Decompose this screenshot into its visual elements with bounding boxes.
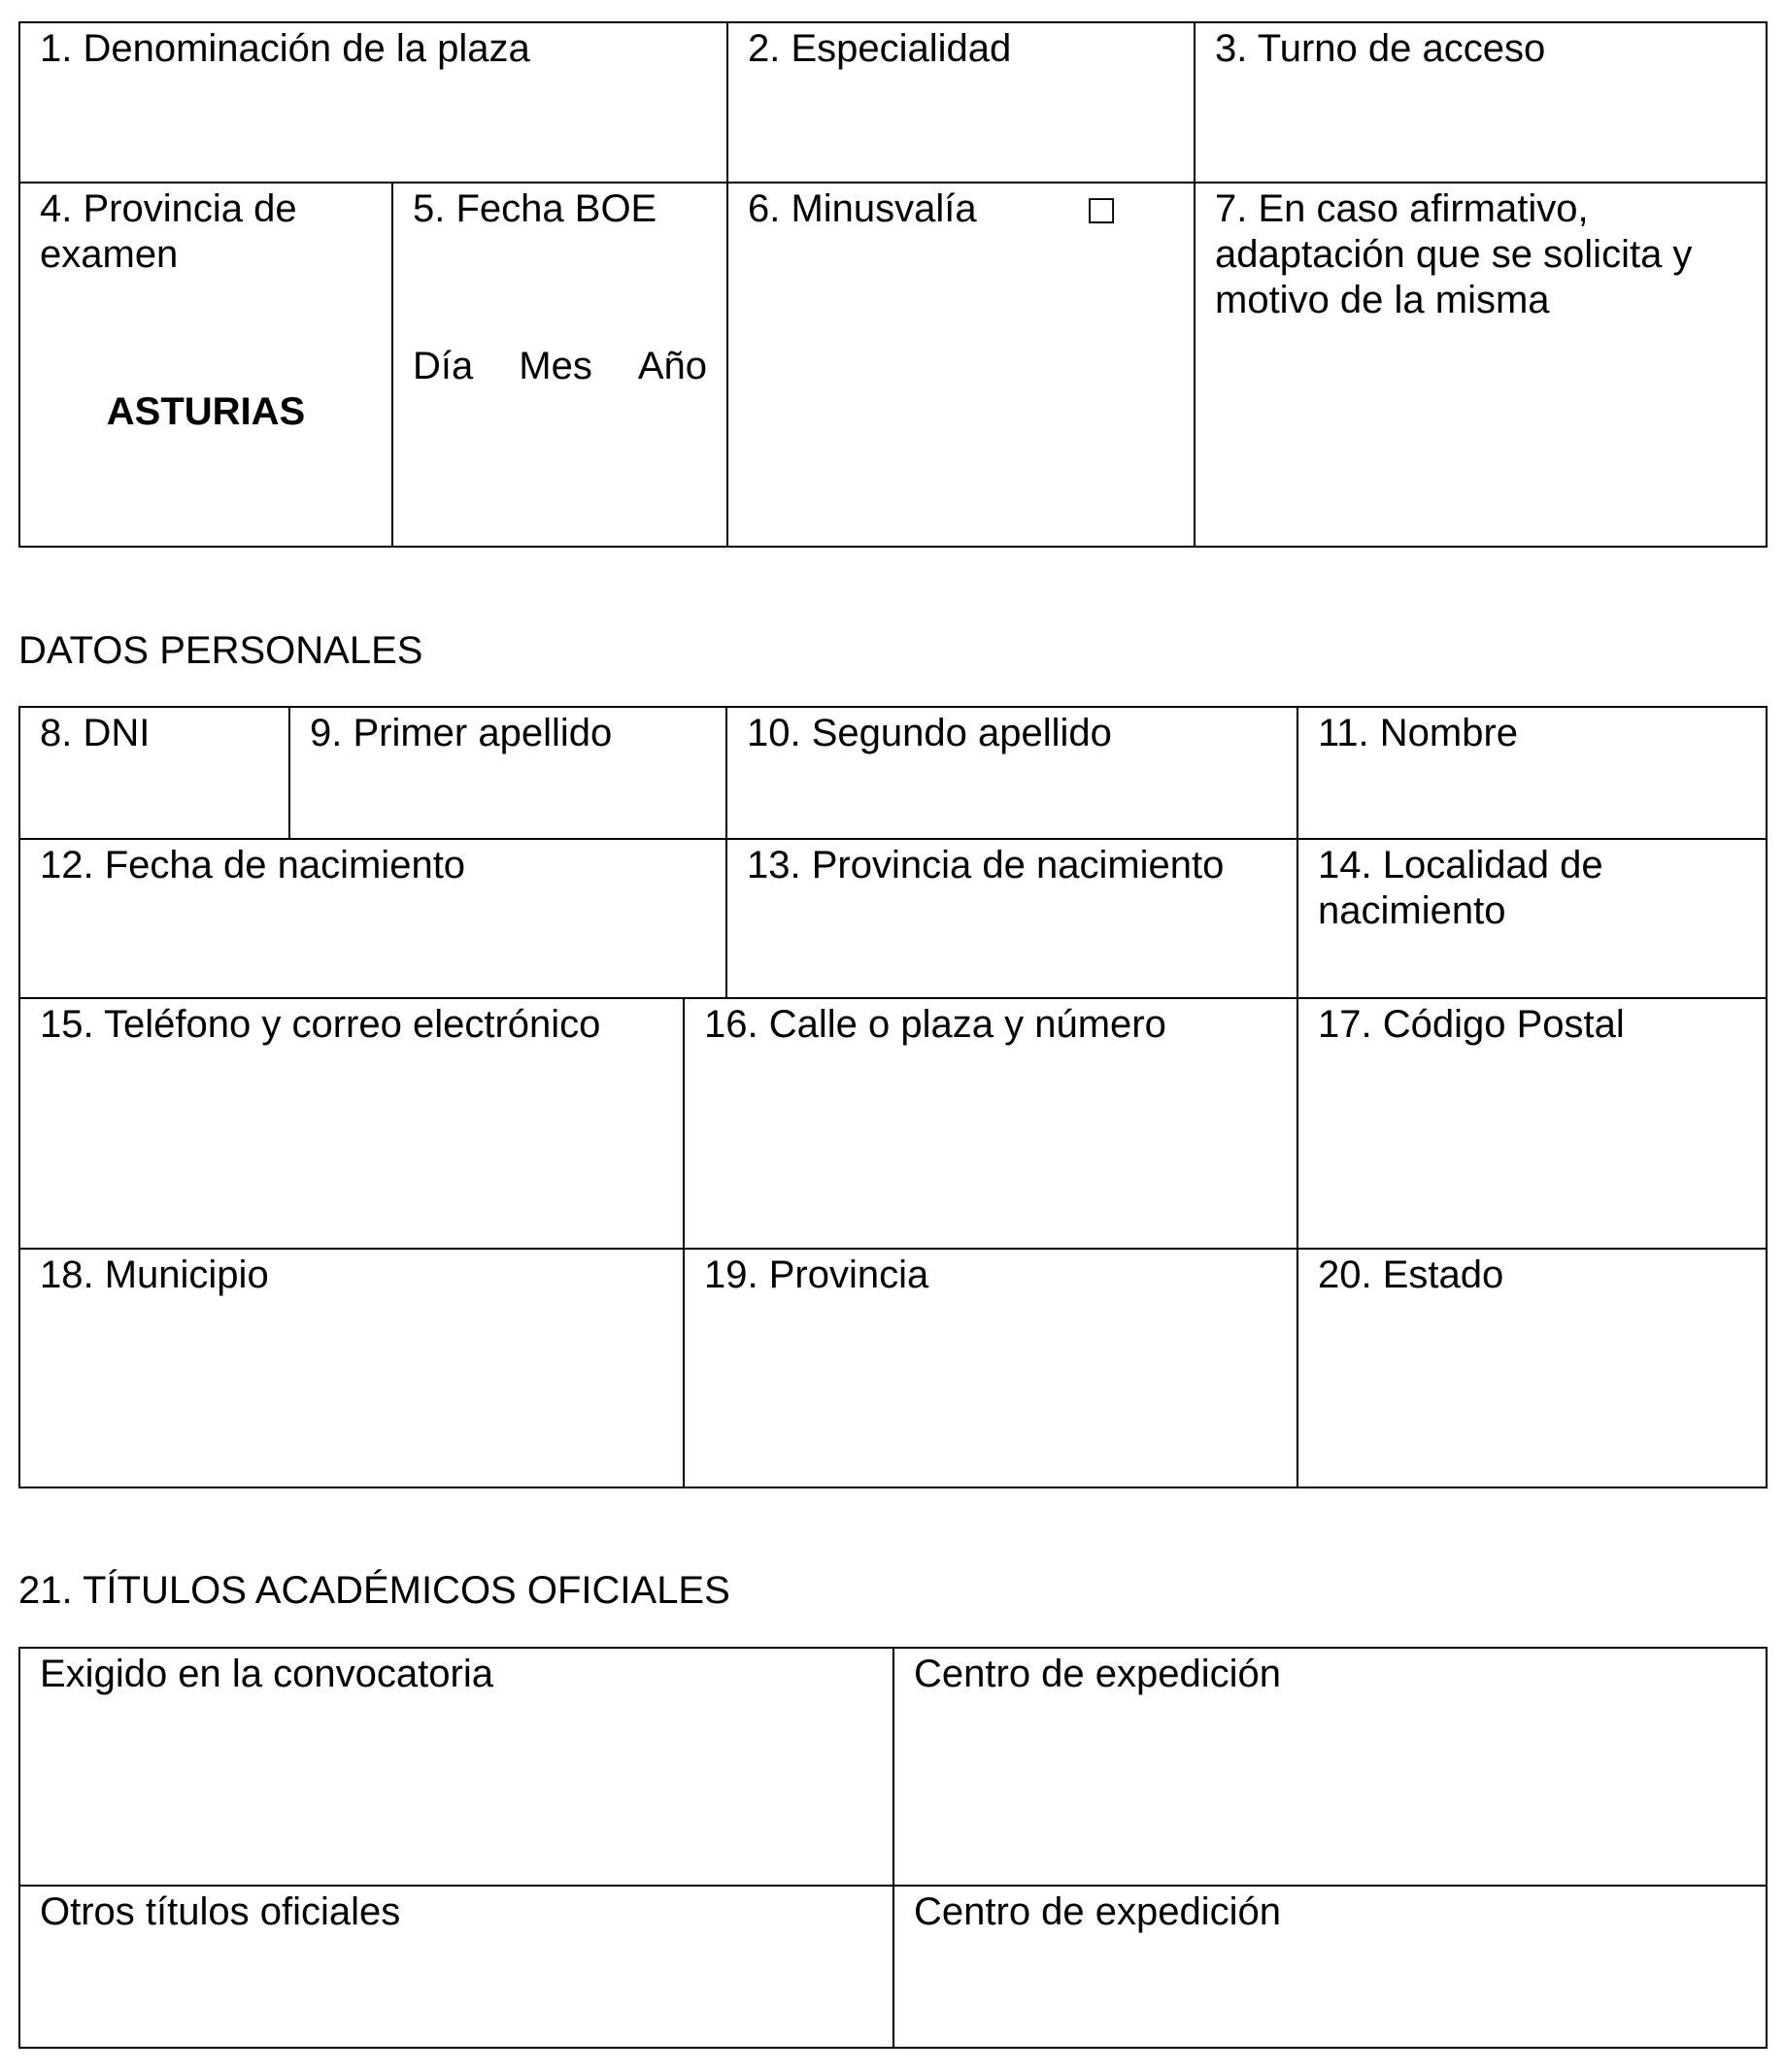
adaptacion-label: 7. En caso afirmativo, adaptación que se solicita y motivo de la misma	[1215, 187, 1693, 321]
minusvalia-label: 6. Minusvalía	[748, 187, 977, 230]
dni-field[interactable]	[18, 706, 290, 840]
centro-expedicion-exigido-field[interactable]	[892, 1647, 1768, 1887]
fecha-boe-field[interactable]	[391, 182, 728, 548]
segundo-apellido-field[interactable]	[725, 706, 1298, 840]
estado-label: 20. Estado	[1318, 1253, 1504, 1296]
especialidad-field[interactable]	[726, 21, 1196, 184]
calle-numero-field[interactable]	[683, 997, 1298, 1250]
nombre-field[interactable]	[1297, 706, 1768, 840]
especialidad-label: 2. Especialidad	[748, 27, 1012, 70]
date-labels	[413, 344, 707, 389]
provincia-examen-label: 4. Provincia de examen	[40, 187, 297, 276]
otros-titulos-field[interactable]	[18, 1885, 894, 2049]
turno-acceso-label: 3. Turno de acceso	[1215, 27, 1546, 70]
localidad-nacimiento-label: 14. Localidad de nacimiento	[1318, 844, 1603, 932]
turno-acceso-field[interactable]	[1194, 21, 1768, 184]
provincia-nacimiento-field[interactable]	[725, 838, 1298, 999]
centro-expedicion-exigido-label: Centro de expedición	[914, 1653, 1282, 1695]
denominacion-plaza-field[interactable]	[18, 21, 728, 184]
denominacion-plaza-label: 1. Denominación de la plaza	[40, 27, 530, 70]
year-label: Año	[637, 345, 707, 387]
primer-apellido-field[interactable]	[288, 706, 727, 840]
minusvalia-checkbox[interactable]: □	[1086, 189, 1118, 228]
otros-titulos-label: Otros títulos oficiales	[40, 1890, 401, 1933]
localidad-nacimiento-field[interactable]	[1297, 838, 1768, 999]
provincia-field[interactable]	[683, 1248, 1298, 1488]
nombre-label: 11. Nombre	[1318, 712, 1519, 754]
fecha-nacimiento-label: 12. Fecha de nacimiento	[40, 844, 466, 886]
codigo-postal-label: 17. Código Postal	[1318, 1003, 1625, 1046]
provincia-examen-field[interactable]	[18, 182, 393, 548]
dni-label: 8. DNI	[40, 712, 151, 754]
centro-expedicion-otros-field[interactable]	[892, 1885, 1768, 2049]
centro-expedicion-otros-label: Centro de expedición	[914, 1890, 1282, 1933]
telefono-correo-label: 15. Teléfono y correo electrónico	[40, 1003, 601, 1046]
titulos-academicos-heading: 21. TÍTULOS ACADÉMICOS OFICIALES	[18, 1569, 730, 1612]
fecha-nacimiento-field[interactable]	[18, 838, 727, 999]
day-label: Día	[413, 345, 474, 387]
datos-personales-heading: DATOS PERSONALES	[18, 629, 423, 672]
provincia-examen-value: ASTURIAS	[106, 390, 306, 433]
provincia-label: 19. Provincia	[704, 1253, 929, 1296]
month-label: Mes	[519, 345, 592, 387]
codigo-postal-field[interactable]	[1297, 997, 1768, 1250]
titulo-exigido-label: Exigido en la convocatoria	[40, 1653, 493, 1695]
municipio-label: 18. Municipio	[40, 1253, 269, 1296]
municipio-field[interactable]	[18, 1248, 685, 1488]
minusvalia-field	[726, 182, 1196, 548]
segundo-apellido-label: 10. Segundo apellido	[747, 712, 1112, 754]
titulo-exigido-field[interactable]	[18, 1647, 894, 1887]
fecha-boe-label: 5. Fecha BOE	[413, 187, 657, 230]
telefono-correo-field[interactable]	[18, 997, 685, 1250]
provincia-nacimiento-label: 13. Provincia de nacimiento	[747, 844, 1225, 886]
estado-field[interactable]	[1297, 1248, 1768, 1488]
primer-apellido-label: 9. Primer apellido	[310, 712, 613, 754]
calle-numero-label: 16. Calle o plaza y número	[704, 1003, 1166, 1046]
adaptacion-field[interactable]	[1194, 182, 1768, 548]
